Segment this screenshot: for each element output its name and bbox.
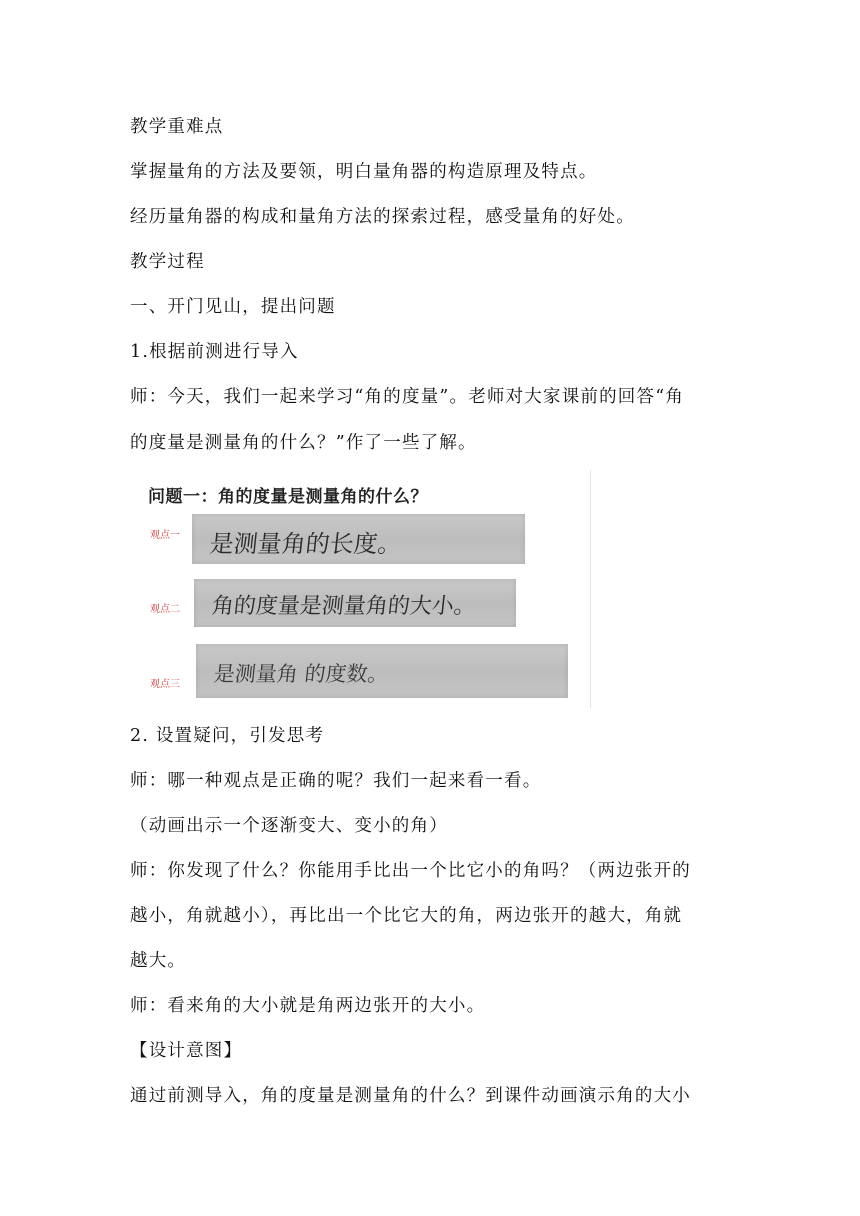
view-tag: 观点二 xyxy=(150,604,180,615)
view-tag: 观点三 xyxy=(150,679,180,690)
handwritten-answer: 是测量角 的度数。 xyxy=(212,662,390,686)
doc-line: 师：看来角的大小就是角两边张开的大小。 xyxy=(130,996,486,1016)
doc-line: 掌握量角的方法及要领，明白量角器的构造原理及特点。 xyxy=(130,162,598,182)
doc-line: 越小，角就越小），再比出一个比它大的角，两边张开的越大，角就 xyxy=(130,906,683,926)
answer-strip xyxy=(192,514,525,564)
doc-line-heading-key-points: 教学重难点 xyxy=(130,117,224,137)
answer-strip xyxy=(196,644,568,698)
doc-line: （动画出示一个逐渐变大、变小的角） xyxy=(130,816,448,836)
doc-line: 的度量是测量角的什么？”作了一些了解。 xyxy=(130,433,477,453)
doc-line: 越大。 xyxy=(130,951,187,971)
view-tag: 观点一 xyxy=(150,530,180,541)
doc-line: 一、开门见山，提出问题 xyxy=(130,297,336,317)
doc-line: 1.根据前测进行导入 xyxy=(130,342,299,362)
handwritten-answer: 角的度量是测量角的大小。 xyxy=(210,594,478,619)
answer-strip xyxy=(194,579,516,627)
handwritten-answer: 是测量角的长度。 xyxy=(208,530,404,558)
doc-line: 2. 设置疑问，引发思考 xyxy=(130,726,325,746)
doc-line-design-intent: 【设计意图】 xyxy=(130,1041,243,1061)
doc-line: 师：哪一种观点是正确的呢？我们一起来看一看。 xyxy=(130,771,542,791)
survey-answers-image xyxy=(130,470,591,708)
figure-question: 问题一：角的度量是测量角的什么？ xyxy=(148,487,428,507)
doc-line-heading-process: 教学过程 xyxy=(130,252,205,272)
doc-line: 师：今天，我们一起来学习“角的度量”。老师对大家课前的回答“角 xyxy=(130,387,685,407)
doc-line: 师：你发现了什么？你能用手比出一个比它小的角吗？（两边张开的 xyxy=(130,861,691,881)
doc-line: 经历量角器的构成和量角方法的探索过程，感受量角的好处。 xyxy=(130,207,635,227)
doc-line: 通过前测导入，角的度量是测量角的什么？到课件动画演示角的大小 xyxy=(130,1086,691,1106)
